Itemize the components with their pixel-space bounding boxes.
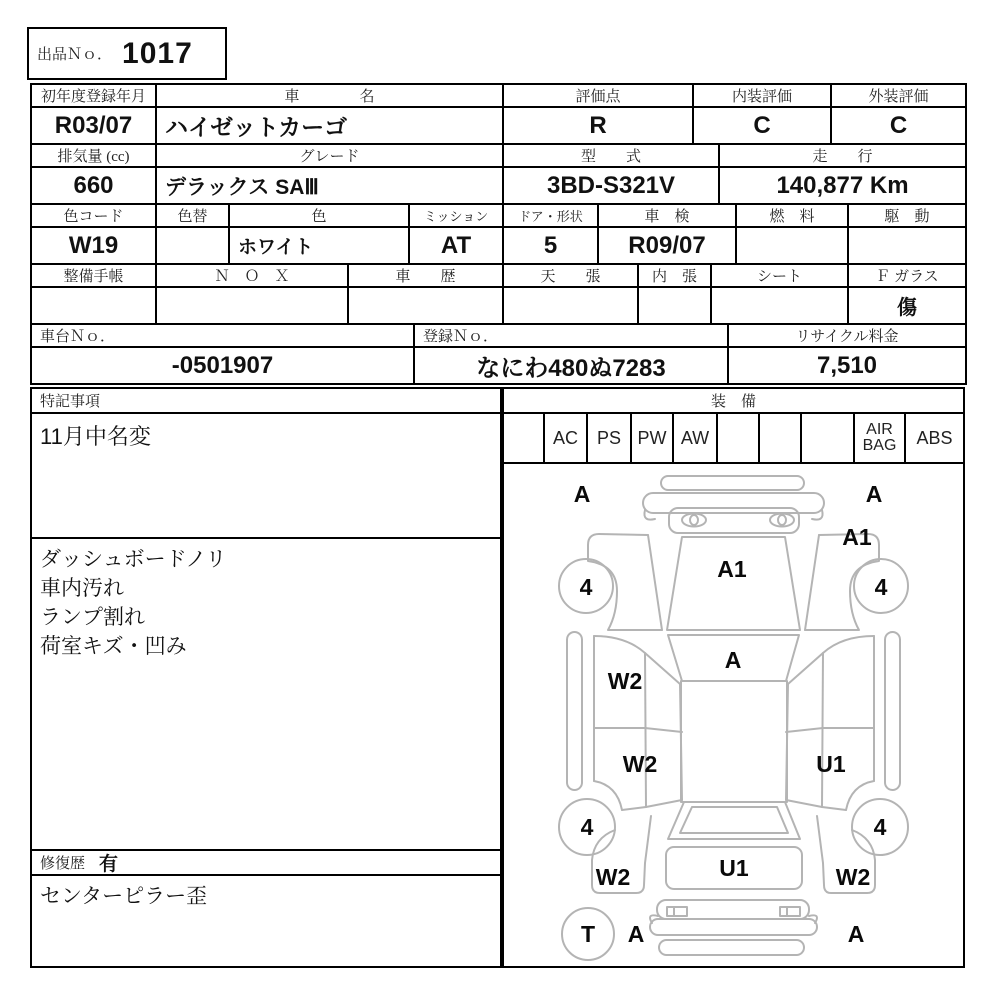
headlight-left-lens	[690, 515, 698, 525]
value-inspection: R09/07	[599, 228, 737, 263]
header-car-name: 車 名	[157, 85, 504, 106]
headlight-right-lens	[778, 515, 786, 525]
header-exterior: 外装評価	[832, 85, 967, 106]
side-rail-right	[885, 632, 900, 790]
row-3-values	[30, 226, 967, 263]
row-1-values	[30, 106, 967, 143]
value-car-name: ハイゼットカーゴ	[157, 108, 504, 143]
equipment-cell-ps: PS	[588, 414, 632, 462]
header-transmission: ミッション	[410, 205, 504, 226]
equipment-cell-abs: ABS	[916, 428, 953, 448]
damage-label: A	[724, 647, 742, 673]
damage-label: U1	[719, 855, 749, 881]
row-5-values	[30, 346, 967, 385]
damage-label: 4	[874, 574, 888, 600]
roof	[681, 681, 787, 802]
taillamp-left	[667, 907, 687, 916]
left-door-divider	[594, 728, 682, 732]
damage-label: 4	[579, 574, 593, 600]
value-displacement: 660	[32, 168, 157, 203]
damage-label: W2	[595, 864, 631, 890]
value-score: R	[504, 108, 694, 143]
windshield	[667, 537, 800, 630]
value-transmission: AT	[410, 228, 504, 263]
special-notes-panel	[30, 387, 502, 968]
row-5-header	[30, 323, 967, 346]
header-interior: 内装評価	[694, 85, 832, 106]
left-door-split	[645, 653, 646, 807]
value-grade: デラックス SAⅢ	[157, 168, 504, 203]
equipment-cell-airbag: AIR BAG	[855, 414, 906, 462]
value-mileage: 140,877 Km	[720, 168, 967, 203]
damage-label: A	[847, 921, 865, 947]
header-mileage: 走 行	[720, 145, 967, 166]
header-nox: Ｎ Ｏ Ｘ	[157, 265, 349, 286]
value-history	[349, 288, 504, 323]
damage-label: 4	[580, 814, 594, 840]
value-interior: C	[694, 108, 832, 143]
damage-label: W2	[835, 864, 871, 890]
value-first-registration: R03/07	[32, 108, 157, 143]
right-door-split	[822, 653, 823, 807]
note-item: 車内汚れ	[40, 577, 124, 600]
header-inspection: 車 検	[599, 205, 737, 226]
a-pillar-left	[648, 535, 662, 630]
equipment-cell-ac: AC	[545, 414, 588, 462]
equipment-cell-aw: AW	[674, 414, 718, 462]
row-3-header	[30, 203, 967, 226]
lot-number-label: 出品Ｎｏ．	[37, 47, 113, 63]
header-first-registration: 初年度登録年月	[32, 85, 157, 106]
a-pillar-right	[805, 535, 819, 630]
header-lining: 内 張	[639, 265, 712, 286]
special-notes-line1: 11月中名変	[32, 414, 500, 539]
value-seat	[712, 288, 849, 323]
value-registration-no: なにわ480ぬ7283	[415, 348, 729, 383]
repair-history-detail: センターピラー歪	[40, 885, 208, 908]
equipment-row	[504, 414, 963, 464]
equipment-cell	[718, 414, 760, 462]
right-door-top	[788, 636, 874, 684]
damage-label: A	[627, 921, 645, 947]
special-notes-header: 特記事項	[32, 389, 500, 414]
value-front-glass: 傷	[849, 288, 967, 323]
lot-number-value: 1017	[122, 36, 193, 70]
value-service-book	[32, 288, 157, 323]
damage-label: U1	[816, 751, 846, 777]
value-color-change	[157, 228, 230, 263]
equipment-cell	[760, 414, 802, 462]
header-front-glass: Ｆ ガラス	[849, 265, 967, 286]
header-recycle-fee: リサイクル料金	[729, 325, 967, 346]
right-door-divider	[786, 728, 874, 732]
damage-label: A	[865, 481, 883, 507]
note-item: 荷室キズ・凹み	[40, 635, 187, 658]
row-2-values	[30, 166, 967, 203]
header-model-code: 型 式	[504, 145, 720, 166]
value-drive	[849, 228, 967, 263]
header-drive: 駆 動	[849, 205, 967, 226]
damage-label: A1	[842, 524, 872, 550]
value-chassis-no: -0501907	[32, 348, 415, 383]
header-doors: ドア・形状	[504, 205, 599, 226]
lot-number-box	[27, 27, 227, 80]
damage-label: T	[580, 921, 596, 947]
taillamp-right	[780, 907, 800, 916]
row-1-header	[30, 83, 967, 106]
row-2-header	[30, 143, 967, 166]
damage-label: W2	[607, 668, 643, 694]
damage-label: W2	[622, 751, 658, 777]
left-door-bottom	[622, 800, 682, 810]
header-registration-no: 登録Ｎｏ．	[415, 325, 729, 346]
equipment-cell-pw: PW	[632, 414, 674, 462]
damage-label: 4	[873, 814, 887, 840]
value-exterior: C	[832, 108, 967, 143]
value-model-code: 3BD-S321V	[504, 168, 720, 203]
equipment-cell	[802, 414, 855, 462]
front-top-bar	[661, 476, 804, 490]
header-service-book: 整備手帳	[32, 265, 157, 286]
row-4-header	[30, 263, 967, 286]
note-item: ダッシュボードノリ	[40, 548, 227, 571]
value-recycle-fee: 7,510	[729, 348, 967, 383]
row-4-values	[30, 286, 967, 323]
header-color-code: 色コード	[32, 205, 157, 226]
header-score: 評価点	[504, 85, 694, 106]
special-notes-list	[32, 539, 500, 851]
value-fuel	[737, 228, 849, 263]
rear-bumper	[650, 919, 817, 935]
header-displacement: 排気量 (cc)	[32, 145, 157, 166]
header-color: 色	[230, 205, 410, 226]
header-seat: シート	[712, 265, 849, 286]
rear-bottom-bar	[659, 940, 804, 955]
header-history: 車 歴	[349, 265, 504, 286]
value-doors: 5	[504, 228, 599, 263]
right-door-bottom	[786, 800, 846, 810]
equipment-diagram-panel	[502, 387, 965, 968]
side-rail-left	[567, 632, 582, 790]
damage-diagram	[504, 464, 963, 966]
equipment-header: 装 備	[504, 389, 963, 414]
repair-history-row	[32, 851, 500, 876]
front-panel	[669, 508, 799, 533]
header-color-change: 色替	[157, 205, 230, 226]
repair-history-value: 有	[99, 854, 119, 875]
value-color-code: W19	[32, 228, 157, 263]
value-lining	[639, 288, 712, 323]
right-door-arch	[846, 781, 874, 810]
damage-label: A	[573, 481, 591, 507]
value-headliner	[504, 288, 639, 323]
equipment-cell	[504, 414, 545, 462]
header-grade: グレード	[157, 145, 504, 166]
header-headliner: 天 張	[504, 265, 639, 286]
header-chassis-no: 車台Ｎｏ．	[32, 325, 415, 346]
header-fuel: 燃 料	[737, 205, 849, 226]
damage-label: A1	[717, 556, 747, 582]
note-item: ランプ割れ	[40, 606, 145, 629]
repair-history-label: 修復歴	[40, 856, 86, 872]
value-nox	[157, 288, 349, 323]
rear-window-inner	[680, 807, 788, 833]
left-door-arch	[594, 781, 622, 810]
value-color: ホワイト	[230, 228, 410, 263]
